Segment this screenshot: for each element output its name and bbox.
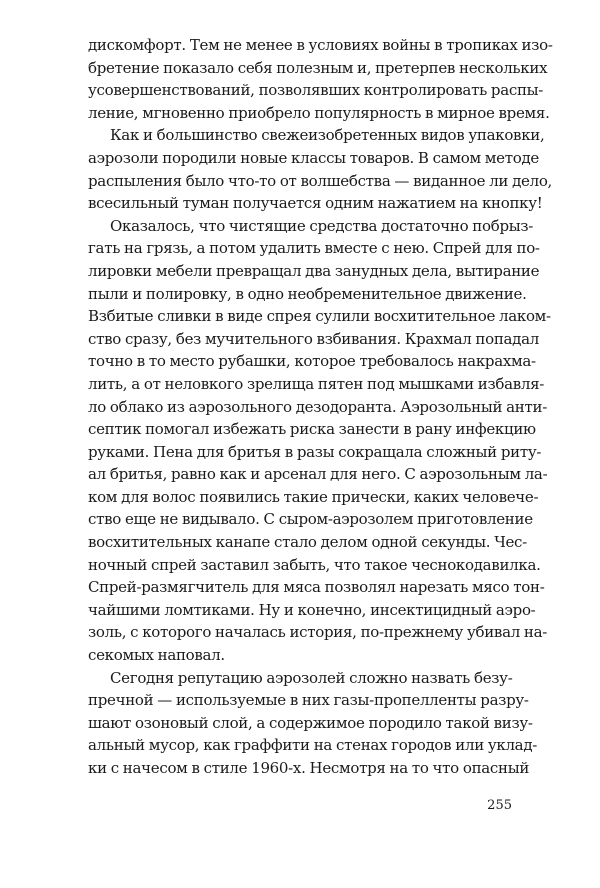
- text-line: ление, мгновенно приобрело популярность в мирное время.: [88, 103, 550, 122]
- text-line: Оказалось, что чистящие средства достаточно побрыз-: [110, 216, 534, 235]
- text-line: ство сразу, без мучительного взбивания. Крахмал попадал: [88, 329, 539, 348]
- text-line: пречной — используемые в них газы-пропелленты разру-: [88, 691, 529, 710]
- text-line: Как и большинство свежеизобретенных видов упаковки,: [110, 126, 545, 145]
- text-line: гать на грязь, а потом удалить вместе с нею. Спрей для по-: [88, 239, 540, 258]
- text-line: шают озоновый слой, а содержимое породило такой визу-: [88, 713, 533, 732]
- text-line: дискомфорт. Тем не менее в условиях войны в тропиках изо-: [88, 36, 553, 54]
- text-line: золь, с которого началась история, по-прежнему убивал на-: [88, 623, 548, 642]
- text-line: Спрей-размягчитель для мяса позволял нарезать мясо тон-: [88, 578, 545, 597]
- text-line: лировки мебели превращал два занудных дела, вытирание: [88, 261, 540, 280]
- page-number: 255: [487, 798, 512, 813]
- text-line: аэрозоли породили новые классы товаров. В самом методе: [88, 148, 539, 167]
- text-line: Сегодня репутацию аэрозолей сложно назвать безу-: [110, 668, 513, 687]
- text-line: ал бритья, равно как и арсенал для него. С аэрозольным ла-: [88, 465, 548, 484]
- text-line: Взбитые сливки в виде спрея сулили восхитительное лаком-: [88, 307, 551, 326]
- text-line: ки с начесом в стиле 1960-х. Несмотря на то что опасный: [88, 759, 530, 777]
- text-line: секомых наповал.: [88, 646, 225, 665]
- text-line: усовершенствований, позволявших контролировать распы-: [88, 81, 544, 100]
- text-line: пыли и полировку, в одно необременительное движение.: [88, 284, 527, 303]
- text-line: ночный спрей заставил забыть, что такое чеснокодавилка.: [88, 555, 541, 574]
- text-line: ство еще не видывало. С сыром-аэрозолем приготовление: [88, 510, 533, 529]
- text-line: бретение показало себя полезным и, претерпев нескольких: [88, 58, 548, 77]
- text-line: распыления было что-то от волшебства — виданное ли дело,: [88, 171, 553, 190]
- text-line: ло облако из аэрозольного дезодоранта. Аэрозольный анти-: [88, 397, 547, 416]
- text-line: руками. Пена для бритья в разы сокращала сложный риту-: [88, 442, 542, 461]
- body-text: [88, 34, 553, 780]
- text-line: точно в то место рубашки, которое требовалось накрахма-: [88, 352, 536, 371]
- text-line: всесильный туман получается одним нажатием на кнопку!: [88, 194, 543, 213]
- text-line: лить, а от неловкого зрелища пятен под мышками избавля-: [88, 374, 545, 393]
- text-line: восхитительных канапе стало делом одной секунды. Чес-: [88, 533, 527, 552]
- text-line: ком для волос появились такие прически, каких человече-: [88, 487, 539, 506]
- text-line: альный мусор, как граффити на стенах городов или уклад-: [88, 736, 538, 755]
- text-line: чайшими ломтиками. Ну и конечно, инсектицидный аэро-: [88, 600, 536, 619]
- text-line: септик помогал избежать риска занести в рану инфекцию: [88, 420, 536, 439]
